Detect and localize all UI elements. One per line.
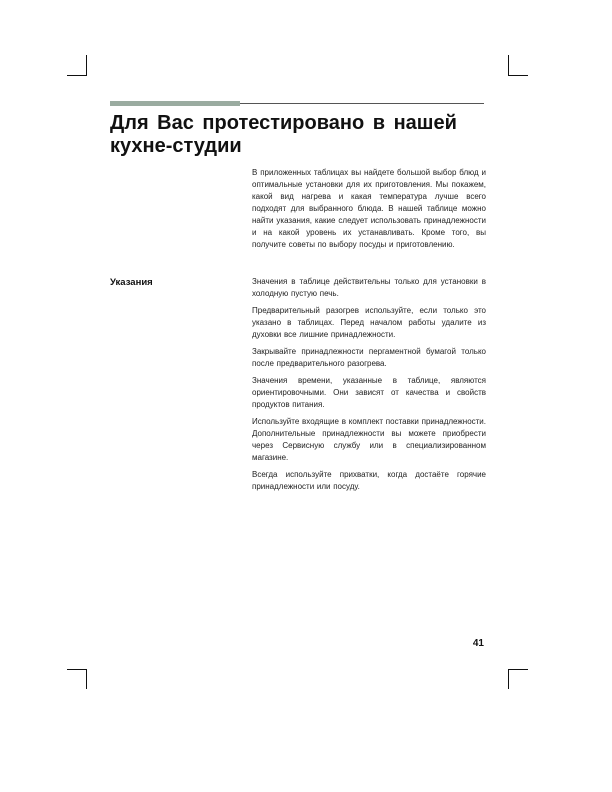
page-number: 41 — [472, 638, 484, 649]
crop-mark-bottom-right-h — [508, 669, 528, 670]
crop-mark-top-right-h — [508, 75, 528, 76]
crop-mark-top-left-v — [86, 55, 87, 75]
note-paragraph: Закрывайте принадлежности пергаментной бумагой только после предварительного разогрева. — [252, 347, 486, 368]
crop-mark-bottom-left-h — [67, 669, 87, 670]
note-paragraph: Всегда используйте прихватки, когда достаёте горячие принадлежности или посуду. — [252, 470, 486, 491]
note-paragraph: Значения в таблице действительны только для установки в холодную пустую печь. — [252, 277, 486, 298]
notes-list — [252, 276, 486, 498]
crop-mark-bottom-left-v — [86, 669, 87, 689]
intro-section — [252, 167, 486, 256]
crop-mark-top-right-v — [508, 55, 509, 75]
crop-mark-top-left-h — [67, 75, 87, 76]
note-paragraph: Предварительный разогрев используйте, если только это указано в таблицах. Перед началом работы удалите из духовки все лишние принадлежности. — [252, 306, 486, 339]
note-paragraph: Используйте входящие в комплект поставки принадлежности. Дополнительные принадлежности вы можете приобрести через Сервисную службу или в специализированном магазине. — [252, 417, 486, 462]
header-accent-bar — [110, 101, 240, 106]
page-title: Для Вас протестировано в нашей кухне-студии — [110, 112, 457, 157]
note-paragraph: Значения времени, указанные в таблице, являются ориентировочными. Они зависят от качества и свойств продуктов питания. — [252, 376, 486, 409]
intro-paragraph: В приложенных таблицах вы найдете большой выбор блюд и оптимальные установки для их приготовления. Мы покажем, какой вид нагрева и какая температура лучше всего подходят для выбранного блюда. В нашей таблице можно найти указания, какие следует использовать принадлежности и на какой уровень их устанавливать. Кроме того, вы получите советы по выбору посуды и приготовлению. — [252, 168, 486, 249]
notes-label: Указания — [110, 277, 153, 288]
crop-mark-bottom-right-v — [508, 669, 509, 689]
